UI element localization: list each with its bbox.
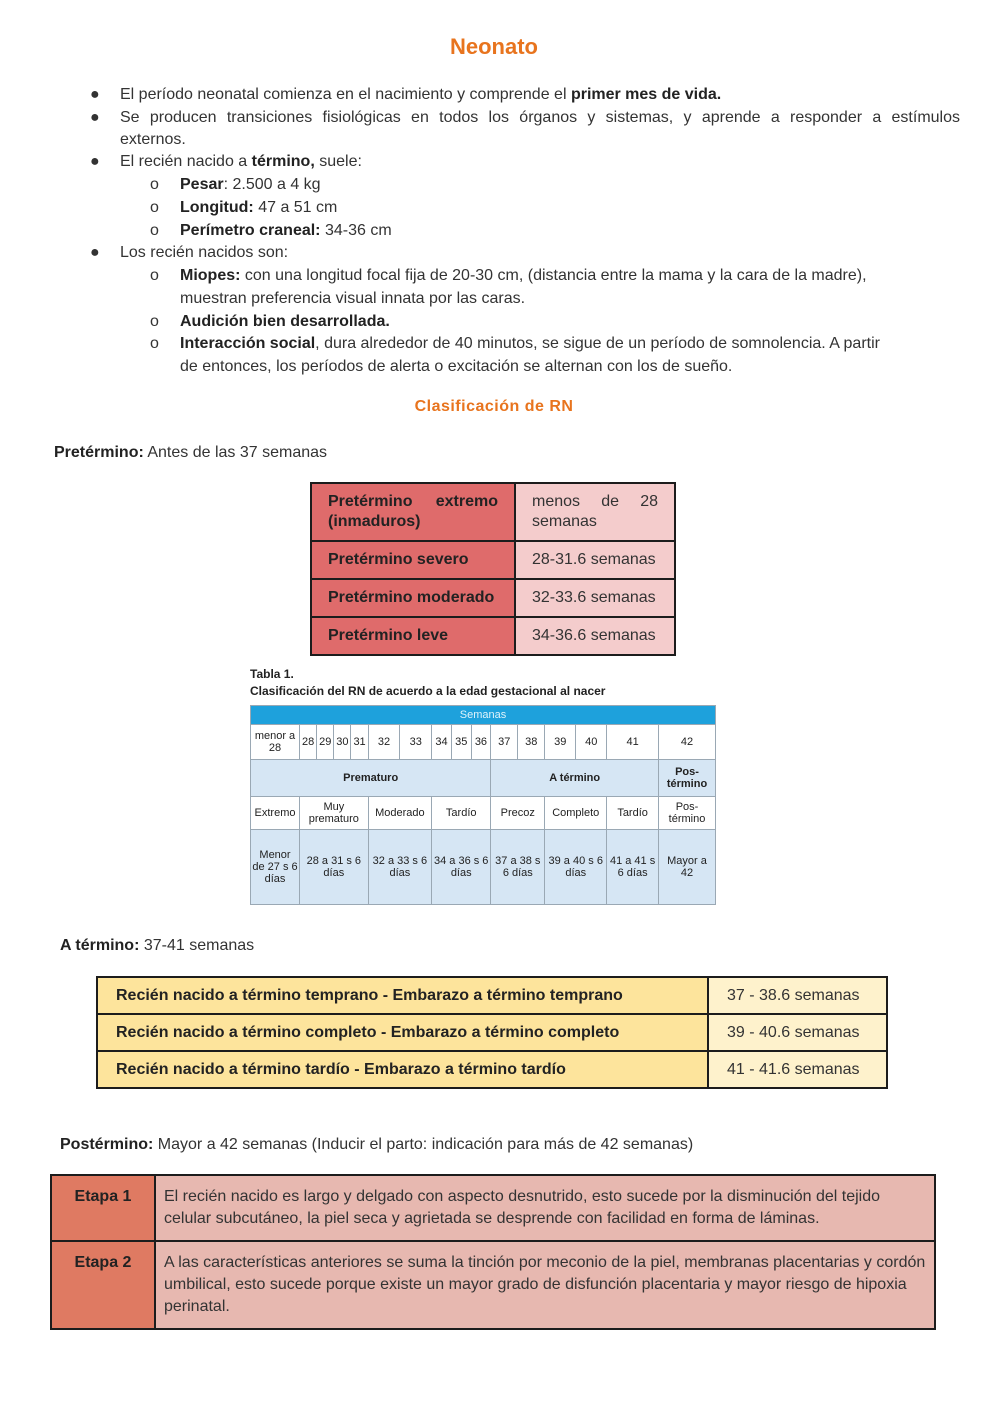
table-cell-value: 39 - 40.6 semanas — [708, 1014, 887, 1051]
preterm-text: Antes de las 37 semanas — [143, 444, 328, 461]
preterm-heading — [54, 444, 327, 462]
group-cell: A término — [491, 760, 659, 797]
subgroup-cell: Tardío — [432, 797, 491, 830]
bullet-marker: ● — [90, 109, 100, 126]
bullet-text: Los recién nacidos son: — [120, 244, 289, 261]
table-cell-value: 41 - 41.6 semanas — [708, 1051, 887, 1088]
sub-marker: o — [150, 222, 159, 239]
subgroup-cell: Extremo — [251, 797, 300, 830]
figure-header: Semanas — [251, 706, 716, 725]
table-row — [311, 541, 675, 579]
range-cell: 41 a 41 s 6 días — [607, 830, 659, 905]
sub-marker: o — [150, 176, 159, 193]
range-cell: 32 a 33 s 6 días — [368, 830, 431, 905]
term-text: 37-41 semanas — [139, 937, 255, 954]
sub-bold-text: Pesar — [180, 176, 224, 193]
postterm-table — [50, 1174, 936, 1330]
sub-bold-text: Perímetro craneal: — [180, 222, 321, 239]
sub-marker: o — [150, 199, 159, 216]
table-cell-label: Recién nacido a término temprano - Embarazo a término temprano — [97, 977, 708, 1014]
sub-bold-text: Longitud: — [180, 199, 254, 216]
sub-bold-text: Audición bien desarrollada. — [180, 313, 390, 330]
section-title: Clasificación de RN — [414, 398, 574, 415]
weeks-row — [251, 725, 716, 760]
table-cell-value: 34-36.6 semanas — [515, 617, 675, 655]
bullet-text: El recién nacido a — [120, 153, 252, 170]
gestational-age-figure — [250, 705, 716, 905]
bullet-marker: ● — [90, 86, 100, 103]
table-cell-label: Pretérmino severo — [311, 541, 515, 579]
sub-bold-text: Miopes: — [180, 267, 241, 284]
range-cell: 28 a 31 s 6 días — [300, 830, 369, 905]
subgroup-cell: Tardío — [607, 797, 659, 830]
term-heading — [60, 937, 254, 955]
table-cell-label: Etapa 1 — [51, 1175, 155, 1241]
sub-text: muestran preferencia visual innata por las caras. — [180, 290, 526, 307]
week-cell: 32 — [368, 725, 400, 760]
group-cell: Pos-término — [659, 760, 716, 797]
table-cell-label: Recién nacido a término tardío - Embarazo a término tardío — [97, 1051, 708, 1088]
table-cell-label: Etapa 2 — [51, 1241, 155, 1329]
subgroup-cell: Completo — [545, 797, 607, 830]
term-label: A término: — [60, 937, 140, 954]
table-row — [97, 1051, 887, 1088]
table-row — [311, 617, 675, 655]
table-cell-value: 32-33.6 semanas — [515, 579, 675, 617]
figure-caption: Tabla 1. — [250, 667, 294, 681]
table-cell-label: Pretérmino extremo (inmaduros) — [311, 483, 515, 541]
range-cell: Mayor a 42 — [659, 830, 716, 905]
week-cell: 36 — [471, 725, 491, 760]
table-cell-label: Pretérmino leve — [311, 617, 515, 655]
week-cell: 35 — [451, 725, 471, 760]
range-cell: 39 a 40 s 6 días — [545, 830, 607, 905]
table-cell-value: El recién nacido es largo y delgado con aspecto desnutrido, esto sucede por la disminución del tejido celular subcutáneo, la piel seca y agrietada se desprende con facilidad en forma de láminas. — [155, 1175, 935, 1241]
subgroup-cell: Muy prematuro — [300, 797, 369, 830]
week-cell: 33 — [400, 725, 432, 760]
table-row — [311, 483, 675, 541]
week-cell: 41 — [607, 725, 659, 760]
table-cell-value: menos de 28 semanas — [515, 483, 675, 541]
week-cell: menor a 28 — [251, 725, 300, 760]
sub-bold-text: Interacción social — [180, 335, 316, 352]
postterm-heading — [60, 1136, 693, 1154]
sub-text: 34-36 cm — [320, 222, 392, 239]
week-cell: 30 — [334, 725, 351, 760]
week-cell: 40 — [576, 725, 607, 760]
week-cell: 42 — [659, 725, 716, 760]
preterm-table — [310, 482, 676, 656]
table-cell-label: Pretérmino moderado — [311, 579, 515, 617]
sub-marker: o — [150, 335, 159, 352]
week-cell: 31 — [351, 725, 368, 760]
range-cell: 37 a 38 s 6 días — [491, 830, 545, 905]
bullet-bold-text: primer mes de vida. — [570, 86, 722, 103]
range-cell: 34 a 36 s 6 días — [432, 830, 491, 905]
table-cell-value: A las características anteriores se suma la tinción por meconio de la piel, membranas placentarias y cordón umbilical, esto sucede porque existe un mayor grado de disfunción placentaria y mayor riesgo de hipoxia perinatal. — [155, 1241, 935, 1329]
week-cell: 34 — [432, 725, 452, 760]
sub-text: 47 a 51 cm — [253, 199, 338, 216]
sub-text: con una longitud focal fija de 20-30 cm, (distancia entre la mama y la cara de la madre), — [240, 267, 867, 284]
table-cell-value: 28-31.6 semanas — [515, 541, 675, 579]
table-row — [97, 1014, 887, 1051]
bullet-text: El período neonatal comienza en el nacimiento y comprende el — [120, 86, 571, 103]
sub-text: de entonces, los períodos de alerta o excitación se alternan con los de sueño. — [180, 358, 733, 375]
week-cell: 39 — [545, 725, 576, 760]
subgroup-cell: Pos-término — [659, 797, 716, 830]
postterm-label: Postérmino: — [60, 1136, 154, 1153]
table-cell-label: Recién nacido a término completo - Embarazo a término completo — [97, 1014, 708, 1051]
week-cell: 37 — [491, 725, 518, 760]
table-cell-value: 37 - 38.6 semanas — [708, 977, 887, 1014]
bullet-text: suele: — [314, 153, 362, 170]
subgroups-row — [251, 797, 716, 830]
table-row — [51, 1241, 935, 1329]
bullet-text: Se producen transiciones fisiológicas en todos los órganos y sistemas, y aprende a responder a estímulos — [120, 109, 960, 126]
table-row — [311, 579, 675, 617]
week-cell: 28 — [300, 725, 317, 760]
figure-caption: Clasificación del RN de acuerdo a la edad gestacional al nacer — [250, 684, 606, 698]
week-cell: 29 — [317, 725, 334, 760]
groups-row — [251, 760, 716, 797]
sub-marker: o — [150, 267, 159, 284]
bullet-marker: ● — [90, 244, 100, 261]
page-title: Neonato — [450, 34, 538, 59]
range-cell: Menor de 27 s 6 días — [251, 830, 300, 905]
sub-marker: o — [150, 313, 159, 330]
ranges-row — [251, 830, 716, 905]
week-cell: 38 — [518, 725, 545, 760]
bullet-marker: ● — [90, 153, 100, 170]
table-row — [51, 1175, 935, 1241]
bullet-text: externos. — [120, 131, 186, 148]
table-row — [97, 977, 887, 1014]
subgroup-cell: Precoz — [491, 797, 545, 830]
subgroup-cell: Moderado — [368, 797, 431, 830]
sub-text: , dura alrededor de 40 minutos, se sigue de un período de somnolencia. A partir — [315, 335, 880, 352]
term-table — [96, 976, 888, 1089]
sub-text: : 2.500 a 4 kg — [223, 176, 321, 193]
bullet-bold-text: término, — [251, 153, 315, 170]
postterm-text: Mayor a 42 semanas (Inducir el parto: indicación para más de 42 semanas) — [153, 1136, 694, 1153]
group-cell: Prematuro — [251, 760, 491, 797]
preterm-label: Pretérmino: — [54, 444, 144, 461]
